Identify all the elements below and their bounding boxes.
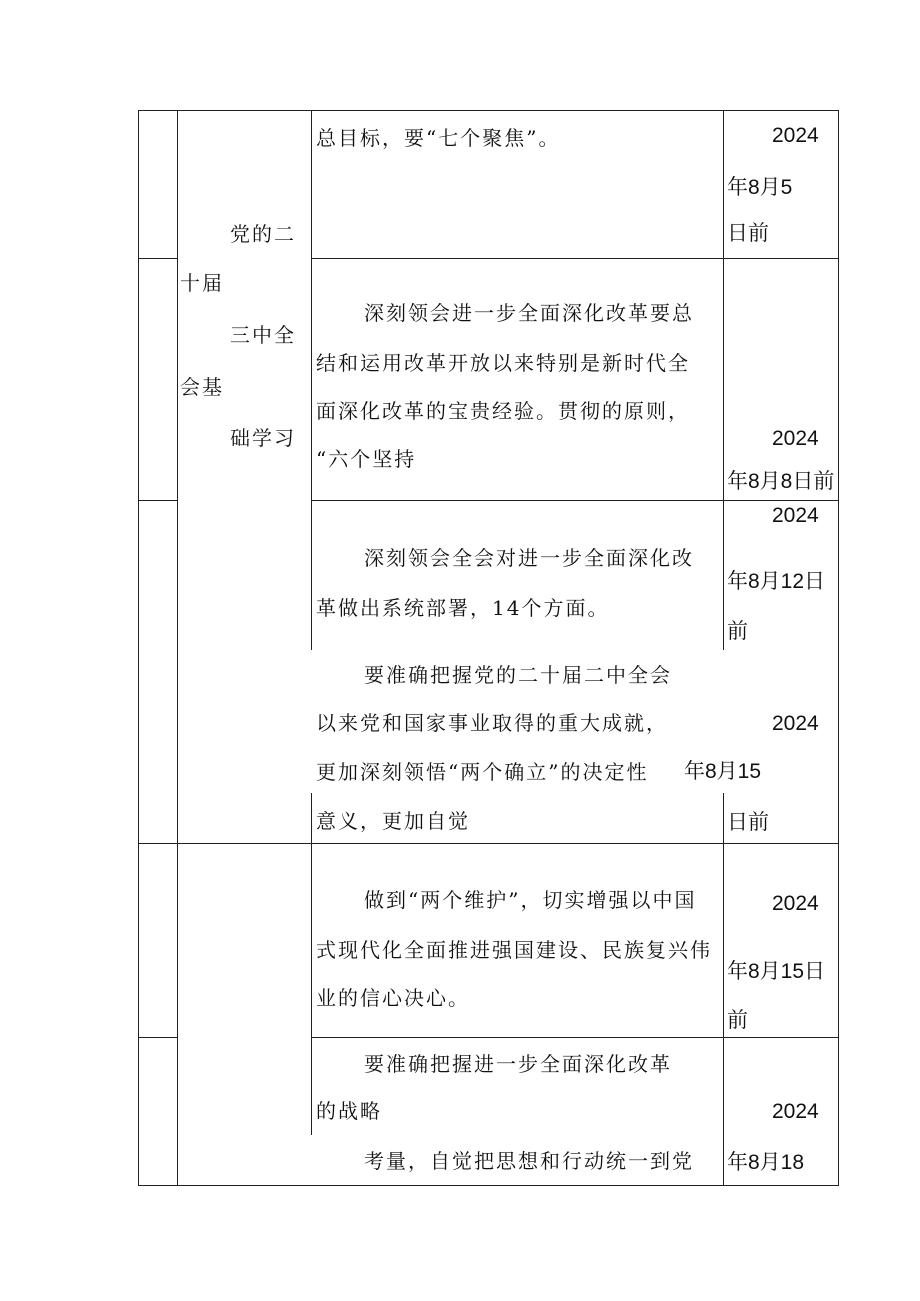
row-divider (138, 843, 839, 844)
date-line: 年8月5 (727, 176, 793, 199)
content-line: 做到“两个维护”，切实增强以中国 (364, 888, 697, 912)
topic-line: 十届 (180, 271, 224, 295)
content-line: 要准确把握党的二十届二中全会 (364, 663, 672, 687)
date-line: 日前 (727, 222, 769, 245)
content-line: 要准确把握进一步全面深化改革 (364, 1052, 672, 1076)
table-left-border (138, 110, 139, 1186)
date-line: 年8月15 (684, 760, 762, 783)
column-divider (311, 843, 312, 1135)
row-divider (312, 500, 839, 501)
date-line: 日前 (727, 811, 769, 834)
column-divider (723, 793, 724, 844)
date-line: 前 (727, 620, 748, 643)
content-line: 以来党和国家事业取得的重大成就， (316, 711, 668, 735)
content-line: 考量，自觉把思想和行动统一到党 (364, 1149, 694, 1173)
row-divider (312, 1037, 839, 1038)
content-line: “六个坚持 (316, 447, 417, 471)
date-line: 年8月15日 (727, 960, 826, 983)
content-line: 深刻领会进一步全面深化改革要总 (364, 301, 694, 325)
date-line: 2024 (772, 124, 819, 147)
column-divider (723, 843, 724, 1186)
topic-line: 础学习 (230, 426, 296, 450)
date-line: 2024 (772, 504, 819, 527)
content-line: 革做出系统部署，14个方面。 (316, 596, 610, 620)
content-line: 的战略 (316, 1099, 382, 1123)
row-divider (138, 258, 178, 259)
row-divider (138, 500, 178, 501)
topic-line: 会基 (180, 375, 224, 399)
table-top-border (138, 110, 839, 111)
topic-line: 三中全 (230, 323, 296, 347)
column-divider (311, 793, 312, 844)
date-line: 2024 (772, 1100, 819, 1123)
content-line: 总目标，要“七个聚焦”。 (316, 126, 561, 150)
column-divider (177, 110, 178, 1186)
content-line: 业的信心决心。 (316, 986, 470, 1010)
content-line: 面深化改革的宝贵经验。贯彻的原则， (316, 399, 690, 423)
date-line: 2024 (772, 712, 819, 735)
table-right-border (838, 110, 839, 1186)
content-line: 意义，更加自觉 (316, 809, 470, 833)
content-line: 式现代化全面推进强国建设、民族复兴伟 (316, 938, 712, 962)
date-line: 前 (727, 1009, 748, 1032)
content-line: 更加深刻领悟“两个确立”的决定性 (316, 760, 649, 784)
content-line: 深刻领会全会对进一步全面深化改 (364, 546, 694, 570)
row-divider (138, 1037, 178, 1038)
topic-line: 党的二 (230, 222, 296, 246)
date-line: 年8月12日 (727, 570, 826, 593)
table-bottom-border (138, 1185, 839, 1186)
date-line: 年8月8日前 (727, 470, 835, 493)
row-divider (312, 258, 839, 259)
column-divider (723, 110, 724, 650)
content-line: 结和运用改革开放以来特别是新时代全 (316, 351, 690, 375)
column-divider (311, 110, 312, 650)
date-line: 2024 (772, 427, 819, 450)
date-line: 2024 (772, 892, 819, 915)
date-line: 年8月18 (727, 1151, 805, 1174)
